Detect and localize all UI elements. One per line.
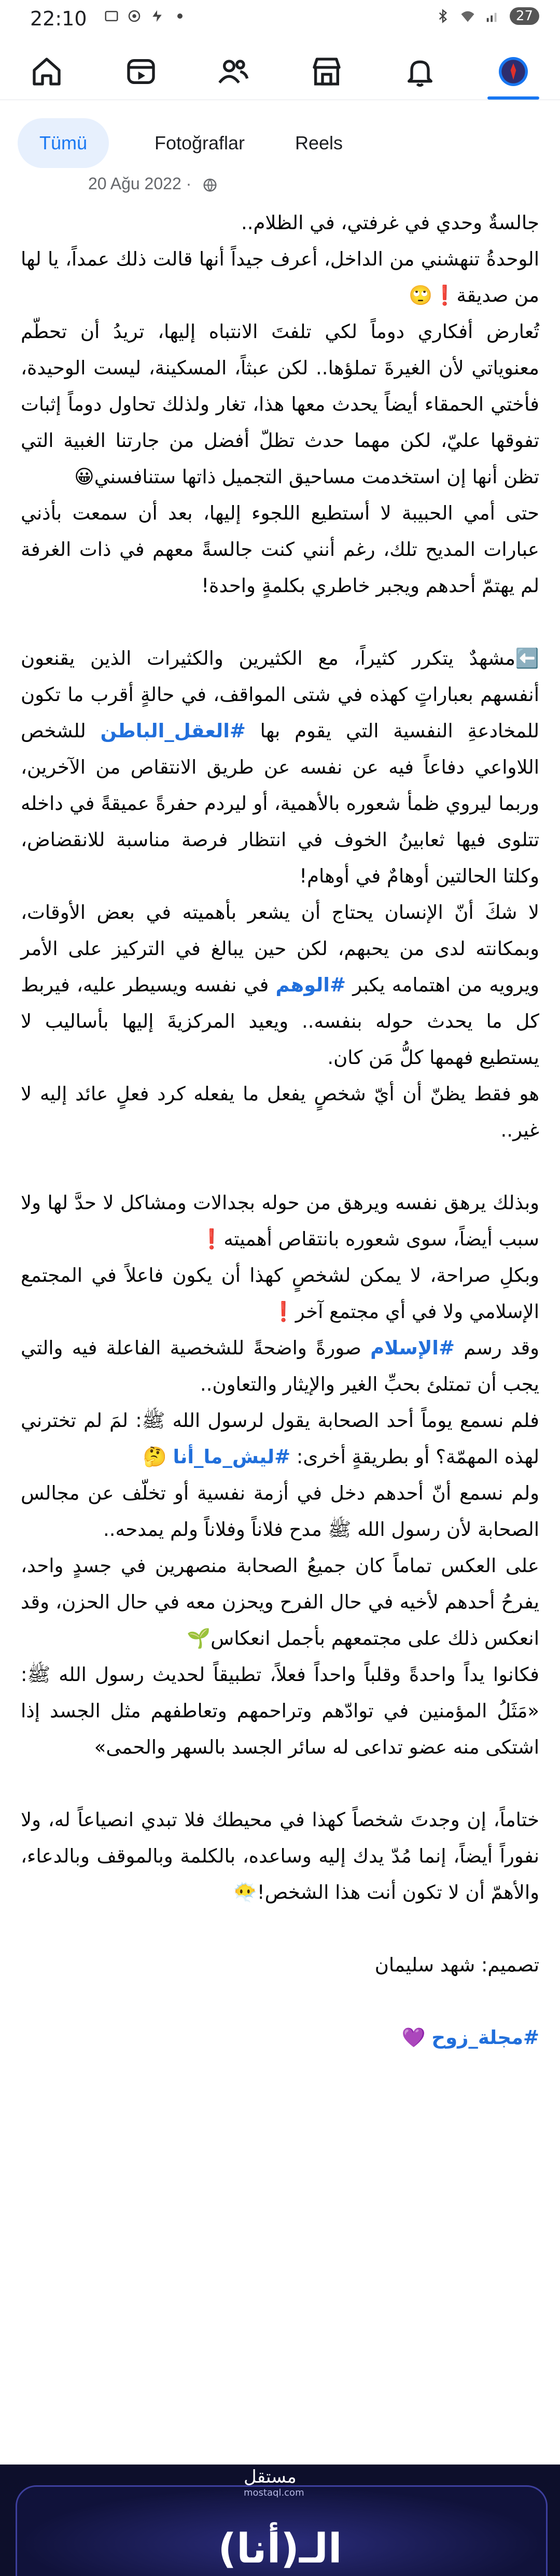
paragraph-gap bbox=[21, 1766, 539, 1802]
separator-dot: · bbox=[186, 174, 197, 193]
post-date-text: 20 Ağu 2022 bbox=[88, 174, 181, 193]
hashtag-link[interactable]: #العقل_الباطن bbox=[100, 720, 246, 742]
nav-video[interactable] bbox=[110, 51, 172, 92]
post-paragraph bbox=[21, 1330, 539, 1403]
hashtag-link[interactable]: #ليش_ما_أنا bbox=[173, 1446, 291, 1468]
data-saver-icon bbox=[149, 8, 165, 24]
nav-marketplace[interactable] bbox=[296, 51, 358, 92]
post-text: في نفسه ويسيطر عليه، فيربط كل ما يحدث حوله بنفسه.. ويعيد المركزيةَ إليها بأساليب لا يستطيع فهمها كلُّ مَن كان. bbox=[21, 974, 539, 1069]
notifications-icon bbox=[403, 55, 437, 88]
post-text: ⬅️مشهدٌ يتكرر كثيراً، مع الكثيرين والكثيرات الذين يقنعون أنفسهم بعباراتٍ كهذه في شتى المواقف، في حالةٍ أقرب ما تكون للمخادعةِ النفسية التي يقوم بها bbox=[21, 647, 539, 742]
image-title: الـ(أنا) bbox=[218, 2526, 342, 2572]
post-paragraph: وبكلِ صراحة، لا يمكن لشخصٍ كهذا أن يكون فاعلاً في المجتمع الإسلامي ولا في أي مجتمع آخر❗ bbox=[21, 1264, 539, 1323]
post-paragraph: ولم نسمع أنّ أحدهم دخل في أزمة نفسية أو تخلّف عن مجالس الصحابة لأن رسول الله ﷺ مدح فلاناً وفلاناً ولم يمدحه.. bbox=[21, 1482, 539, 1541]
post-paragraph: على العكس تماماً كان جميعُ الصحابة منصهرين في جسدٍ واحد، يفرحُ أحدهم لأخيه في حال الفرح ويحزن معه في حال الحزن، وقد انعكس ذلك على مجتمعهم بأجمل انعكاس🌱 bbox=[21, 1555, 539, 1649]
cast-icon bbox=[127, 8, 142, 24]
post-image[interactable] bbox=[0, 2465, 560, 2576]
post-paragraph bbox=[21, 2020, 539, 2056]
nav-home[interactable] bbox=[16, 51, 78, 92]
bluetooth-icon bbox=[435, 8, 451, 24]
image-brand-logo: مستقل bbox=[244, 2467, 297, 2487]
status-left-icons bbox=[104, 8, 188, 24]
paragraph-gap bbox=[21, 1911, 539, 1947]
hashtag-link[interactable]: #مجلة_زوح bbox=[431, 2026, 539, 2049]
filter-photos-chip[interactable]: Fotoğraflar bbox=[154, 132, 245, 153]
post-paragraph: حتى أمي الحبيبة لا أستطيع اللجوء إليها، بعد أن سمعت بأذني عبارات المديح تلك، رغم أنني كنت جالسةً معهم في ذات الغرفة لم يهتمّ أحدهم ويجبر خاطري بكلمةٍ واحدة! bbox=[21, 502, 539, 597]
post-paragraph: جالسةٌ وحدي في غرفتي، في الظلام.. bbox=[241, 212, 539, 234]
filter-reels-chip[interactable]: Reels bbox=[295, 132, 343, 153]
hashtag-link[interactable]: #الوهم bbox=[275, 974, 346, 996]
status-right-icons bbox=[435, 7, 539, 25]
nav-profile[interactable] bbox=[482, 51, 544, 92]
status-bar bbox=[0, 0, 560, 44]
post-text: 💜 bbox=[401, 2026, 432, 2049]
post-credit: تصميم: شهد سليمان bbox=[374, 1954, 539, 1976]
filter-all-chip[interactable]: Tümü bbox=[18, 118, 109, 168]
globe-icon bbox=[202, 177, 218, 193]
post-text: وقد رسم bbox=[454, 1337, 539, 1359]
wifi-icon bbox=[460, 8, 475, 24]
paragraph-gap bbox=[21, 1149, 539, 1185]
post-date[interactable] bbox=[88, 174, 218, 193]
post-paragraph: ختاماً، إن وجدتَ شخصاً كهذا في محيطك فلا تبدي انصياعاً له، ولا نفوراً أيضاً، إنما مُدّ يدك إليه وساعده، بالكلمة وبالموقف وبالدعاء، والأهمّ أن لا تكون أنت هذا الشخص!😶‍🌫️ bbox=[21, 1809, 539, 1903]
post-text: للشخص اللاواعي دفاعاً فيه عن نفسه عن طريق الانتقاص من الآخرين، وربما ليروي ظمأ شعوره بالأهمية، أو ليردم حفرةً عميقةً في داخله تتلوى فيها ثعابينُ الخوف في انتظار فرصة مناسبة للانقضاض، وكلتا الحالتين أوهامٌ في أوهام! bbox=[21, 720, 539, 887]
signal-icon bbox=[485, 8, 500, 24]
status-time: 22:10 bbox=[30, 7, 87, 30]
post-paragraph: فكانوا يداً واحدةً وقلباً واحداً فعلاً، تطبيقاً لحديث رسول الله ﷺ: «مَثَلُ المؤمنين في توادّهم وتراحمهم وتعاطفهم مثل الجسد إذا اشتكى منه عضو تداعى له سائر الجسد بالسهر والحمى» bbox=[21, 1663, 539, 1758]
video-icon bbox=[124, 55, 158, 88]
profile-icon bbox=[497, 55, 530, 88]
screenshot-icon bbox=[104, 8, 119, 24]
post-paragraph: الوحدةُ تنهشني من الداخل، أعرف جيداً أنها قالت ذلك عمداً، يا لها من صديقة❗🙄 bbox=[21, 248, 539, 306]
marketplace-icon bbox=[310, 55, 343, 88]
post-text: صورةً واضحةً للشخصية الفاعلة فيه والتي يجب أن تمتلئ بحبِّ الغير والإيثار والتعاون.. bbox=[21, 1337, 539, 1395]
paragraph-gap bbox=[21, 604, 539, 640]
post-paragraph: هو فقط يظنّ أن أيّ شخصٍ يفعل ما يفعله كرد فعلٍ عائد إليه لا غير.. bbox=[21, 1083, 539, 1141]
image-brand-url: mostaql.com bbox=[244, 2487, 304, 2498]
post-paragraph: وبذلك يرهق نفسه ويرهق من حوله بجدالات ومشاكل لا حدَّ لها ولا سبب أيضاً، سوى شعوره بانتقاص أهميته❗ bbox=[21, 1192, 539, 1250]
dot-icon bbox=[172, 8, 188, 24]
post-paragraph bbox=[21, 1403, 539, 1475]
home-icon bbox=[30, 55, 63, 88]
post-body bbox=[21, 205, 539, 2056]
post-text: 🤔 bbox=[143, 1446, 173, 1468]
post-paragraph: تُعارض أفكاري دوماً لكي تلفتَ الانتباه إليها، تريدُ أن تحطّم معنوياتي لأن الغيرةَ تملؤها.. لكن عبثاً، المسكينة، ليست الوحيدة، فأختي الحمقاء أيضاً يحدث معها هذا، تغار ولذلك تحاول دوماً إثبات تفوقها عليّ، لكن مهما حدث تظلّ أفضل من جارتنا الغبية التي تظن أنها إن استخدمت مساحيق التجميل ذاتها ستنافسني😀 bbox=[21, 320, 539, 488]
nav-notifications[interactable] bbox=[389, 51, 451, 92]
battery-indicator: 27 bbox=[510, 7, 539, 25]
paragraph-gap bbox=[21, 1983, 539, 2020]
post-text: فلم نسمع يوماً أحد الصحابة يقول لرسول الله ﷺ: لمَ لم تخترني لهذه المهمّة؟ أو بطريقةٍ أخرى: bbox=[21, 1409, 539, 1468]
friends-icon bbox=[217, 55, 250, 88]
hashtag-link[interactable]: #الإسلام bbox=[370, 1337, 455, 1359]
post-paragraph bbox=[21, 894, 539, 1076]
post-paragraph bbox=[21, 640, 539, 894]
post-text: لا شكَ أنّ الإنسان يحتاج أن يشعر بأهميته في بعض الأوقات، وبمكانته لدى من يحبهم، لكن حين يبالغ في التركيز على الأمر ويرويه من اهتمامه يكبر bbox=[21, 901, 539, 996]
top-nav-bar bbox=[0, 44, 560, 100]
nav-friends[interactable] bbox=[202, 51, 264, 92]
